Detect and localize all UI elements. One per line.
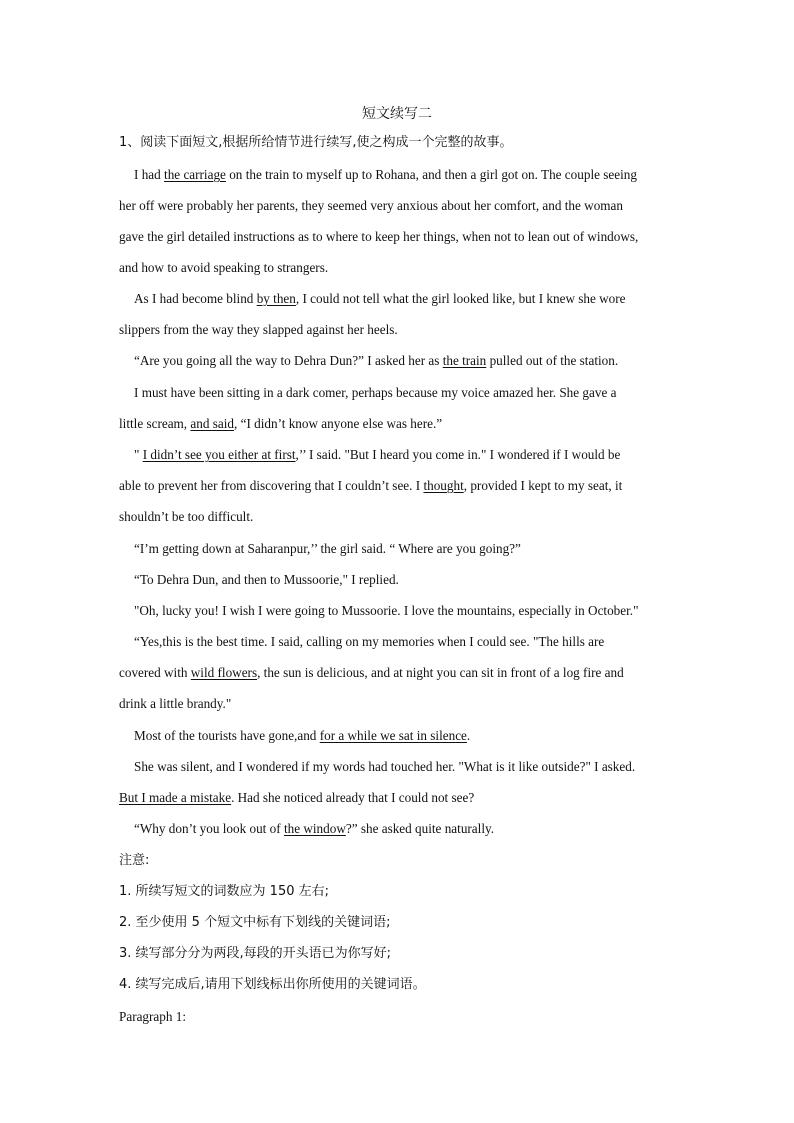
paragraph-label: Paragraph 1:: [119, 1009, 187, 1024]
story-line: I must have been sitting in a dark comer, perhaps because my voice amazed her. She gave a: [134, 385, 617, 400]
story-line: “I’m getting down at Saharanpur,’’ the girl said. “ Where are you going?”: [134, 541, 521, 556]
story-line: But I made a mistake. Had she noticed already that I could not see?: [119, 790, 475, 805]
key-phrase: the train: [442, 353, 487, 368]
story-line: and how to avoid speaking to strangers.: [119, 260, 329, 275]
story-line: "Oh, lucky you! I wish I were going to Mussoorie. I love the mountains, especially in October.": [134, 603, 639, 618]
document-title: 短文续写二: [362, 106, 432, 122]
story-line: “Yes,this is the best time. I said, calling on my memories when I could see. "The hills are: [134, 634, 605, 649]
story-line: " I didn’t see you either at first,’’ I said. "But I heard you come in." I wondered if I would be: [134, 447, 621, 462]
story-line: Most of the tourists have gone,and for a while we sat in silence.: [134, 728, 471, 743]
story-line: She was silent, and I wondered if my words had touched her. "What is it like outside?" I asked.: [134, 759, 636, 774]
key-phrase: for a while we sat in silence: [319, 728, 467, 743]
key-phrase: I didn’t see you either at first: [142, 447, 296, 462]
key-phrase: thought: [423, 478, 464, 493]
key-phrase: the carriage: [164, 167, 226, 182]
note-item: 2. 至少使用 5 个短文中标有下划线的关键词语;: [119, 915, 391, 930]
story-line: her off were probably her parents, they seemed very anxious about her comfort, and the woman: [119, 198, 624, 213]
key-phrase: the window: [283, 821, 346, 836]
note-item: 4. 续写完成后,请用下划线标出你所使用的关键词语。: [119, 977, 426, 992]
key-phrase: and said: [190, 416, 234, 431]
key-phrase: by then: [256, 291, 296, 306]
key-phrase: wild flowers: [190, 665, 258, 680]
story-line: covered with wild flowers, the sun is delicious, and at night you can sit in front of a log fire and: [119, 665, 624, 680]
story-line: little scream, and said, “I didn’t know anyone else was here.”: [119, 416, 443, 431]
story-line: able to prevent her from discovering that I couldn’t see. I thought, provided I kept to my seat, it: [119, 478, 623, 493]
story-line: “Why don’t you look out of the window?” she asked quite naturally.: [134, 821, 495, 836]
story-line: shouldn’t be too difficult.: [119, 509, 254, 524]
question-instruction: 1、阅读下面短文,根据所给情节进行续写,使之构成一个完整的故事。: [119, 135, 513, 150]
story-line: “To Dehra Dun, and then to Mussoorie," I replied.: [134, 572, 399, 587]
story-line: slippers from the way they slapped against her heels.: [119, 322, 398, 337]
note-item: 1. 所续写短文的词数应为 150 左右;: [119, 884, 329, 899]
story-line: As I had become blind by then, I could not tell what the girl looked like, but I knew she wore: [134, 291, 626, 306]
story-line: gave the girl detailed instructions as to where to keep her things, when not to lean out of windows,: [119, 229, 639, 244]
story-line: “Are you going all the way to Dehra Dun?” I asked her as the train pulled out of the station.: [134, 353, 619, 368]
note-item: 3. 续写部分分为两段,每段的开头语已为你写好;: [119, 946, 392, 961]
story-line: drink a little brandy.": [119, 696, 232, 711]
key-phrase: But I made a mistake: [119, 790, 232, 805]
story-line: I had the carriage on the train to myself up to Rohana, and then a girl got on. The couple seeing: [134, 167, 637, 182]
notes-heading: 注意:: [119, 853, 150, 868]
